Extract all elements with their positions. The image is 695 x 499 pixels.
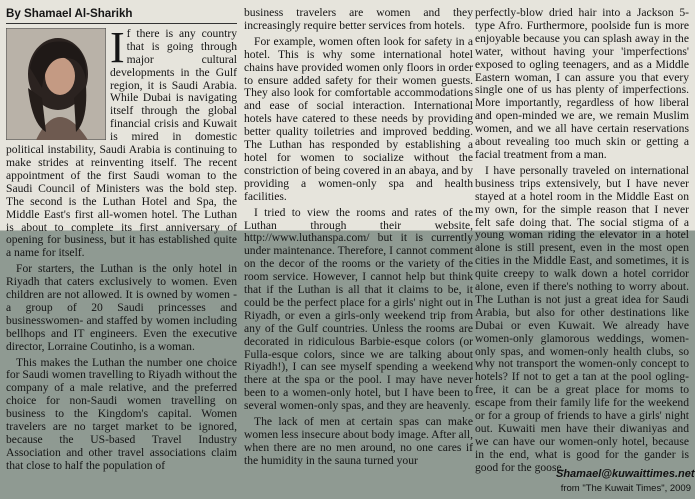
- article-column-1: [6, 8, 237, 476]
- portrait-photo-icon: [6, 28, 106, 140]
- byline: By Shamael Al-Sharikh: [6, 8, 237, 24]
- author-email: Shamael@kuwaittimes.net: [556, 468, 695, 480]
- paragraph: This makes the Luthan the number one choice for Saudi women travelling to Riyadh without the company of a male relative, and the preferred choice for non-Saudi women travelling on business to the Kingdom's capital. Women travelers are no target market to be ignored, because the US-based Travel Industry Association and other travel associations claim that close to half the population of: [6, 355, 237, 472]
- source-credit: from "The Kuwait Times", 2009: [560, 483, 691, 494]
- author-photo: [6, 28, 106, 140]
- paragraph: I tried to view the rooms and rates of the Luthan through their website, http://www.luthanspa.com/ but it is currently under maintenance. Therefore, I cannot comment on the decor of the rooms or the variety of the room service. However, I cannot help but think that if the Luthan is all that it claims to be, it could be the perfect place for a girls' night out in Riyadh, or even a girls-only weekend trip from any of the Gulf countries. Unless the rooms are decorated in ridiculous Barbie-esque colors (or Fulla-esque colors, since we are talking about Riyadh!), I can see myself spending a weekend there at the spa or the pool. I may have never been to a women-only hotel, but I have been to several women-only spas, and they are heavenly.: [244, 205, 473, 413]
- paragraph: business travelers are women and they increasingly require better services from hotels.: [244, 6, 473, 32]
- paragraph: f there is any country that is going through major cultural developments in the Gulf region, it is Saudi Arabia. While Dubai is navigating itself through the global financial crisis and Kuwait is mired in domestic political instability, Saudi Arabia is continuing to make strides at reinventing itself. The recent appointment of the first Saudi woman to the Saudi Council of Ministers was the bold step. The second is the Luthan Hotel and Spa, the Middle East's first all-women hotel. The Luthan is about to complete its first anniversary of opening for business, but it has established quite a name for itself.: [6, 26, 237, 260]
- paragraph: I have personally traveled on international business trips extensively, but I have never stayed at a hotel room in the Middle East on my own, for the simple reason that I never felt safe doing that. The social stigma of a young woman riding the elevator in a hotel alone is still present, even in the most open cities in the Middle East, and sometimes, it is quite creepy to walk down a hotel corridor alone, even if there's nothing to worry about. The Luthan is not just a great idea for Saudi Arabia, but also for other destinations like Dubai or even Kuwait. We already have women-only glamorous weddings, women-only spas, and women-only health clubs, so why not transport the women-only concept to hotels? If not to get a tan at the pool ogling-free, it can be a great place for moms to escape from their family life for the weekend or for a group of friends to have a girls' night out. Kuwaiti men have their diwaniyas and we can have our women-only hotel, because in the end, what is good for the gander is good for the goose.: [475, 163, 689, 474]
- article-column-3: [475, 6, 695, 480]
- paragraph: The lack of men at certain spas can make women less insecure about body image. After all, when there are no men around, no one cares if the humidity in the sauna turned your: [244, 415, 473, 467]
- article-column-2: [244, 7, 473, 471]
- paragraph: For example, women often look for safety in a hotel. This is why some international hotel chains have provided women only floors in order to ensure added safety for their women guests. They also look for comfortable accommodations and ease of social interaction. International hotels have catered to these needs by providing better quality toiletries and improved bedding. The Luthan has responded by establishing a hotel for women to socialize without the constriction of being covered in an abaya, and by providing a women-only spa and health facilities.: [244, 34, 473, 203]
- drop-cap: I: [110, 22, 125, 72]
- paragraph: perfectly-blow dried hair into a Jackson 5-type Afro. Furthermore, poolside fun is more enjoyable because you can splash away in the water, without having your 'imperfections' exposed to ogling teenagers, and as a Middle Eastern woman, I can assure you that every single one of us has plenty of imperfections. More importantly, regardless of how liberal and open-minded we are, we remain Muslim women, and we all have certain reservations about revealing too much skin or getting a facial treatment from a man.: [475, 6, 689, 161]
- paragraph: For starters, the Luthan is the only hotel in Riyadh that caters exclusively to women. Even children are not allowed. It is owned by women - a group of 20 Saudi princesses and businesswomen- and staffed by women including bellhops and IT engineers. Even the executive director, Lorraine Coutinho, is a woman.: [6, 262, 237, 353]
